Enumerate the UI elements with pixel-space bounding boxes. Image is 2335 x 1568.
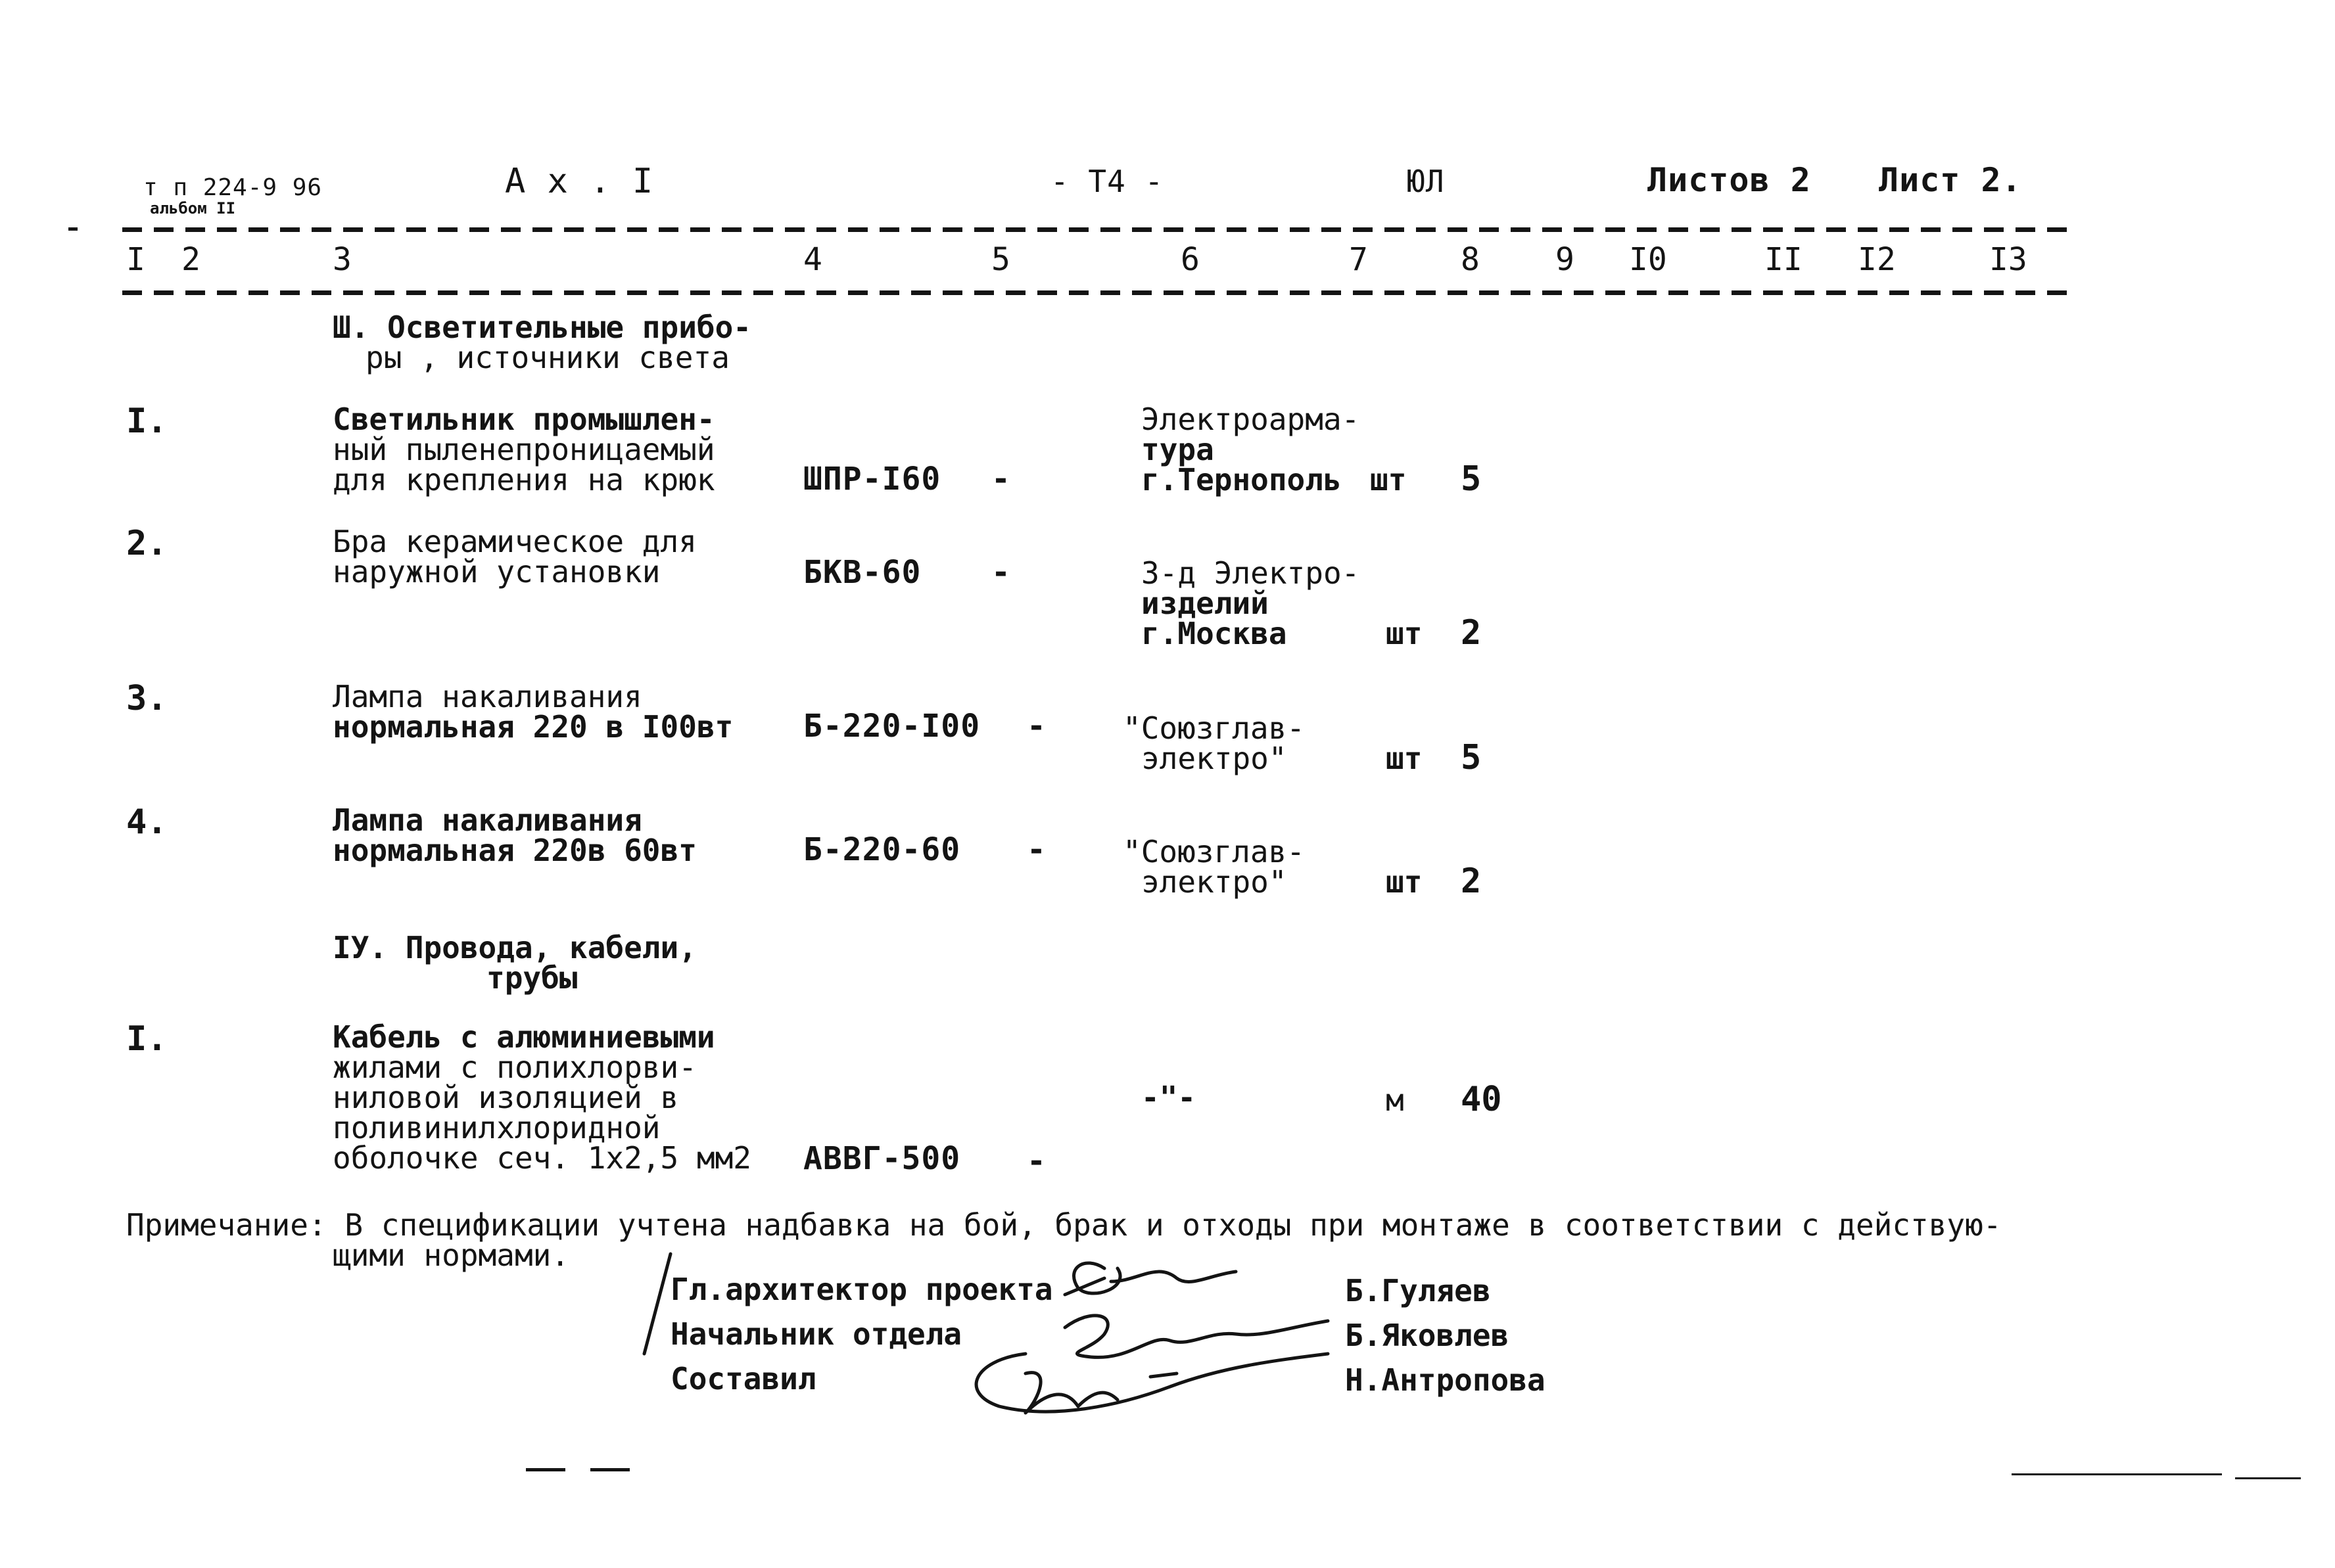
page-center-number: - Т4 - xyxy=(1050,164,1164,199)
col-num-10: I0 xyxy=(1629,241,1667,278)
col-num-6: 6 xyxy=(1181,241,1200,278)
item-4-col5: - xyxy=(1027,831,1047,868)
bottom-mark-1 xyxy=(526,1468,565,1471)
margin-tick xyxy=(68,227,78,231)
section-3-title-line1: Ш. Осветительные прибо- xyxy=(333,310,751,345)
col-num-5: 5 xyxy=(991,241,1010,278)
album-label xyxy=(150,200,235,217)
ax-label: А х . I xyxy=(505,162,654,201)
col-num-1: I xyxy=(126,241,145,278)
cable-qty: 40 xyxy=(1461,1080,1502,1119)
col-num-2: 2 xyxy=(181,241,200,278)
album-number: II xyxy=(216,199,236,218)
note-line1: Примечание: В спецификации учтена надбавка на бой, брак и отходы при монтаже в соответствии с действую- xyxy=(126,1207,2002,1243)
item-1-type: ШПР-I60 xyxy=(803,461,941,497)
cable-maker: -"- xyxy=(1141,1080,1196,1115)
signer-role-chief-architect: Гл.архитектор проекта xyxy=(671,1272,1053,1307)
signer-role-compiled-by: Составил xyxy=(671,1361,816,1396)
cable-col5: - xyxy=(1027,1143,1047,1180)
item-2-unit: шт xyxy=(1386,616,1423,651)
item-1-maker-line3: г.Тернополь xyxy=(1141,462,1342,497)
signer-name-gulyaev: Б.Гуляев xyxy=(1345,1273,1491,1308)
signer-name-antropova: Н.Антропова xyxy=(1345,1362,1545,1398)
item-4-maker-line2: электро" xyxy=(1141,864,1287,900)
bottom-mark-2 xyxy=(590,1468,630,1471)
col-num-4: 4 xyxy=(803,241,822,278)
item-1-maker-line2: тура xyxy=(1141,432,1214,467)
item-3-type: Б-220-I00 xyxy=(803,708,981,745)
bottom-dashed-rule xyxy=(122,290,2069,295)
item-3-col5: - xyxy=(1027,708,1047,745)
cable-desc-line2: жилами с полихлорви- xyxy=(333,1049,697,1085)
signer-name-yakovlev: Б.Яковлев xyxy=(1345,1318,1509,1353)
item-4-desc-line2: нормальная 220в 60вт xyxy=(333,833,697,868)
item-2-maker-line1: З-д Электро- xyxy=(1141,555,1360,591)
sheets-count: Листов 2 xyxy=(1647,161,1811,199)
signer-role-department-head: Начальник отдела xyxy=(671,1316,962,1352)
item-2-maker-line3: г.Москва xyxy=(1141,616,1287,651)
item-3-maker-line2: электро" xyxy=(1141,741,1287,776)
section-4-title-line1: IУ. Провода, кабели, xyxy=(333,930,697,965)
item-1-desc-line1: Светильник промышлен- xyxy=(333,402,715,437)
col-num-12: I2 xyxy=(1858,241,1896,278)
item-1-number: I. xyxy=(126,402,168,441)
col-num-3: 3 xyxy=(333,241,352,278)
item-2-col5: - xyxy=(991,554,1011,591)
item-4-type: Б-220-60 xyxy=(803,831,961,868)
bottom-mark-3 xyxy=(2012,1473,2222,1475)
item-4-number: 4. xyxy=(126,802,168,842)
cable-desc-line1: Кабель с алюминиевыми xyxy=(333,1019,715,1055)
note-line2: щими нормами. xyxy=(333,1237,570,1273)
cable-desc-line3: ниловой изоляцией в xyxy=(333,1080,679,1115)
document-code: ЮЛ xyxy=(1407,164,1445,199)
item-2-maker-line2: изделий xyxy=(1141,586,1269,621)
col-num-9: 9 xyxy=(1555,241,1574,278)
sheet-number: Лист 2. xyxy=(1879,161,2022,199)
item-4-unit: шт xyxy=(1386,864,1423,900)
project-code: т п 224-9 96 xyxy=(143,174,323,201)
item-3-unit: шт xyxy=(1386,741,1423,776)
item-2-desc-line2: наружной установки xyxy=(333,554,661,589)
handwritten-signatures xyxy=(631,1242,1367,1433)
album-word: альбом xyxy=(150,199,207,218)
item-2-qty: 2 xyxy=(1461,613,1482,653)
item-3-maker-line1: "Союзглав- xyxy=(1123,710,1305,746)
col-num-8: 8 xyxy=(1461,241,1480,278)
item-4-qty: 2 xyxy=(1461,862,1482,901)
section-4-title-line2: трубы xyxy=(486,960,578,996)
cable-desc-line5: оболочке сеч. 1х2,5 мм2 xyxy=(333,1140,751,1176)
section-3-title-line2: ры , источники света xyxy=(366,340,730,375)
cable-type: АВВГ-500 xyxy=(803,1140,961,1177)
col-num-11: II xyxy=(1764,241,1803,278)
item-1-qty: 5 xyxy=(1461,459,1482,499)
cable-item-number: I. xyxy=(126,1019,168,1059)
item-3-number: 3. xyxy=(126,679,168,718)
item-2-number: 2. xyxy=(126,524,168,563)
top-dashed-rule xyxy=(122,227,2069,232)
cable-desc-line4: поливинилхлоридной xyxy=(333,1110,661,1145)
col-num-7: 7 xyxy=(1349,241,1368,278)
item-1-unit: шт xyxy=(1370,462,1407,497)
item-1-desc-line3: для крепления на крюк xyxy=(333,462,715,497)
item-2-type: БКВ-60 xyxy=(803,554,922,591)
item-2-desc-line1: Бра керамическое для xyxy=(333,524,697,559)
bottom-mark-4 xyxy=(2235,1477,2301,1479)
item-3-desc-line1: Лампа накаливания xyxy=(333,679,642,714)
item-4-desc-line1: Лампа накаливания xyxy=(333,802,642,838)
item-1-desc-line2: ный пыленепроницаемый xyxy=(333,432,715,467)
item-3-qty: 5 xyxy=(1461,738,1482,777)
item-4-maker-line1: "Союзглав- xyxy=(1123,834,1305,869)
col-num-13: I3 xyxy=(1989,241,2027,278)
cable-unit: м xyxy=(1386,1082,1404,1118)
item-1-col5: - xyxy=(991,461,1011,497)
item-3-desc-line2: нормальная 220 в I00вт xyxy=(333,709,734,745)
item-1-maker-line1: Электроарма- xyxy=(1141,402,1360,437)
